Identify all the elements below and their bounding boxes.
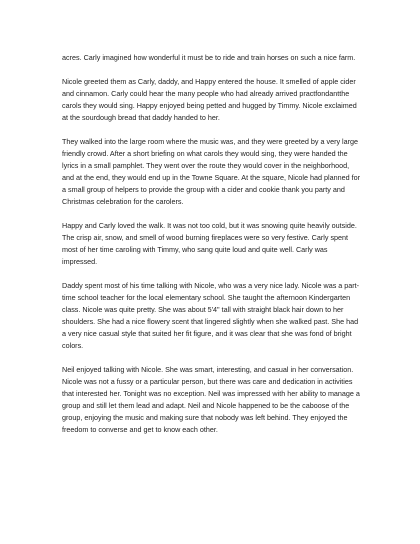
paragraph-5: Daddy spent most of his time talking with Nicole, who was a very nice lady. Nicole was a part-time school teacher for the local elementary school. She taught the afternoon Kindergarten class. Nicole was quite pretty. She was about 5'4" tall with straight black hair down to her shoulders. She had a nice flowery scent that lingered slightly when she walked past. She had a very nice casual style that suited her fit figure, and it was clear that she was fond of bright colors. [62,281,360,350]
paragraph-4: Happy and Carly loved the walk. It was not too cold, but it was snowing quite heavily outside. The crisp air, snow, and smell of wood burning fireplaces were so very festive. Carly spent most of her time caroling with Timmy, who sang quite loud and quite well. Carly was impressed. [62,221,357,266]
paragraph-6: Neil enjoyed talking with Nicole. She was smart, interesting, and casual in her conversation. Nicole was not a fussy or a particular person, but there was care and dedication in activities that interested her. Tonight was no exception. Neil was impressed with her ability to manage a group and still let them lead and adapt. Neil and Nicole happened to be the caboose of the group, enjoying the music and making sure that nobody was left behind. They enjoyed the freedom to converse and get to know each other. [62,365,360,434]
paragraph-1: acres. Carly imagined how wonderful it must be to ride and train horses on such a nice farm. [62,53,356,62]
paragraph-3: They walked into the large room where the music was, and they were greeted by a very large friendly crowd. After a short briefing on what carols they would sing, they were handed the lyrics in a small pamphlet. They went over the route they would cover in the neighborhood, and at the end, they would end up in the Towne Square. At the square, Nicole had planned for a small group of helpers to provide the group with a cider and cookie thank you party and Christmas celebration for the carolers. [62,137,360,206]
document-body [62,52,362,448]
paragraph-2: Nicole greeted them as Carly, daddy, and Happy entered the house. It smelled of apple cider and cinnamon. Carly could hear the many people who had already arrived practfondantthe carols they would sing. Happy enjoyed being petted and hugged by Timmy. Nicole exclaimed at the sourdough bread that daddy handed to her. [62,77,357,122]
